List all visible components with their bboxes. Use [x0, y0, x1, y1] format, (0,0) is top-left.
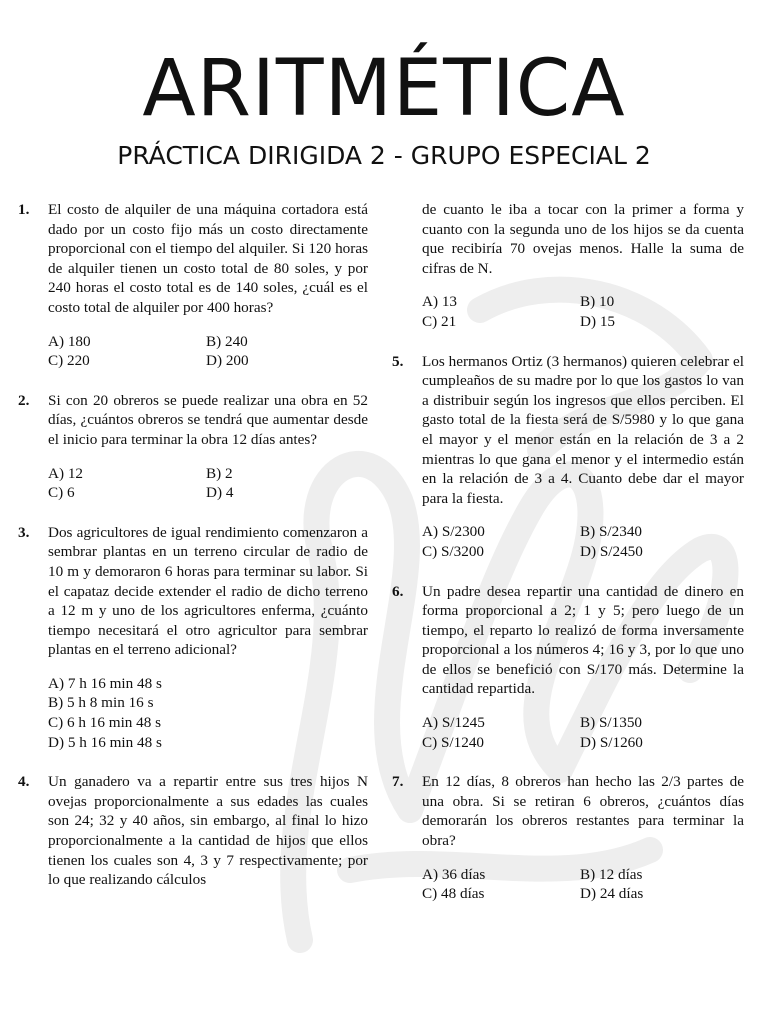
option-c: C) S/3200: [422, 542, 485, 560]
option-d: D) 200: [206, 352, 249, 370]
question-number: 2.: [18, 391, 30, 409]
question-1: [18, 200, 368, 371]
question-text: Dos agricultores de igual rendimiento comenzaron a sembrar plantas en un terreno circular de radio de 10 m y demoraron 6 horas para terminar su labor. Si el capataz decide extender el radio de dicho terreno a 12 m y uno de los agricultores enferma, ¿cuánto tiempo necesitará el otro agricultor para sembrar plantas en el terreno adicional?: [48, 523, 368, 659]
question-text-continuation: de cuanto le iba a tocar con la primer a forma y cuanto con la segunda uno de los hijos se da cuenta que recibiría 70 ovejas menos. Halle la suma de cifras de N.: [422, 201, 744, 277]
option-a: A) 36 días: [422, 865, 486, 883]
question-text: Un padre desea repartir una cantidad de dinero en forma proporcional a 2; 1 y 5; pero luego de un tiempo, el reparto lo realizó de forma inversamente proporcional a los números 4; 16 y 3, por lo que uno de ellos se benefició con S/170 más. Determine la cantidad repartida.: [422, 582, 744, 698]
option-c: C) 48 días: [422, 885, 485, 903]
option-b: B) S/2340: [580, 523, 643, 541]
question-text: Los hermanos Ortiz (3 hermanos) quieren celebrar el cumpleaños de su madre por lo que los gastos lo van a distribuir según los ingresos que ellos perciben. El gasto total de la fiesta será de S/5980 y lo que gana el mayor y el menor están en la relación de 3 a 2 mientras lo que gana el menor y el intermedio están en la relación de 3 a 4. Cuanto debe dar el mayor para la fiesta.: [422, 352, 744, 507]
page-subtitle: PRÁCTICA DIRIGIDA 2 - GRUPO ESPECIAL 2: [117, 141, 651, 170]
option-c: C) 21: [422, 312, 457, 330]
answer-options: [422, 865, 744, 904]
option-a: A) 180: [48, 332, 91, 350]
answer-options: [48, 674, 368, 752]
question-number: 7.: [392, 773, 404, 791]
option-d: D) S/1260: [580, 733, 643, 751]
option-a: A) 13: [422, 293, 458, 311]
option-b: B) 12 días: [580, 865, 643, 883]
option-d: D) S/2450: [580, 542, 643, 560]
option-d: D) 4: [206, 484, 234, 502]
option-a: A) 7 h 16 min 48 s: [48, 674, 162, 692]
option-a: A) S/2300: [422, 523, 485, 541]
question-text: En 12 días, 8 obreros han hecho las 2/3 partes de una obra. Si se retiran 6 obreros, ¿cuántos días demorarán los obreros restantes para terminar la obra?: [422, 773, 744, 850]
option-a: A) S/1245: [422, 714, 485, 732]
option-b: B) S/1350: [580, 714, 643, 732]
answer-options: [422, 292, 744, 331]
option-c: C) 6 h 16 min 48 s: [48, 714, 162, 732]
right-column: [392, 200, 744, 924]
question-2: [18, 391, 368, 503]
answer-options: [48, 464, 368, 503]
option-c: C) S/1240: [422, 733, 485, 751]
question-number: 6.: [392, 582, 404, 600]
option-a: A) 12: [48, 464, 84, 482]
option-c: C) 6: [48, 484, 75, 502]
question-number: 4.: [18, 773, 30, 791]
question-4-continued: [422, 200, 744, 332]
option-d: D) 24 días: [580, 885, 644, 903]
option-d: D) 5 h 16 min 48 s: [48, 733, 162, 751]
option-b: B) 5 h 8 min 16 s: [48, 694, 154, 712]
left-column: [18, 200, 368, 910]
question-7: [392, 772, 744, 904]
question-4: [18, 772, 368, 890]
option-d: D) 15: [580, 312, 616, 330]
answer-options: [422, 522, 744, 561]
question-5: [392, 352, 744, 562]
question-text: Un ganadero va a repartir entre sus tres hijos N ovejas proporcionalmente a sus edades las cuales son 24; 32 y 40 años, sin embargo, al final lo hizo proporcionalmente a la cantidad de hijos que ellos tienen los cuales son 4, 3 y 7 respectivamente; por lo que realizando cálculos: [48, 773, 368, 889]
question-6: [392, 582, 744, 753]
option-b: B) 2: [206, 464, 233, 482]
option-b: B) 240: [206, 332, 248, 350]
option-b: B) 10: [580, 293, 615, 311]
page-title: ARITMÉTICA: [142, 44, 626, 134]
answer-options: [422, 713, 744, 752]
option-c: C) 220: [48, 352, 90, 370]
question-number: 5.: [392, 352, 404, 370]
answer-options: [48, 332, 368, 371]
question-number: 1.: [18, 201, 30, 218]
question-text: El costo de alquiler de una máquina cortadora está dado por un costo fijo más un costo directamente proporcional con el tiempo del alquiler. Si 120 horas de alquiler tienen un costo total de 80 soles, y por 240 horas el costo total es de 140 soles, ¿cuál es el costo total de alquiler por 400 horas?: [48, 201, 368, 316]
question-number: 3.: [18, 523, 30, 541]
question-3: [18, 523, 368, 753]
question-text: Si con 20 obreros se puede realizar una obra en 52 días, ¿cuántos obreros se tendrá que aumentar desde el inicio para terminar la obra 12 días antes?: [48, 391, 368, 448]
